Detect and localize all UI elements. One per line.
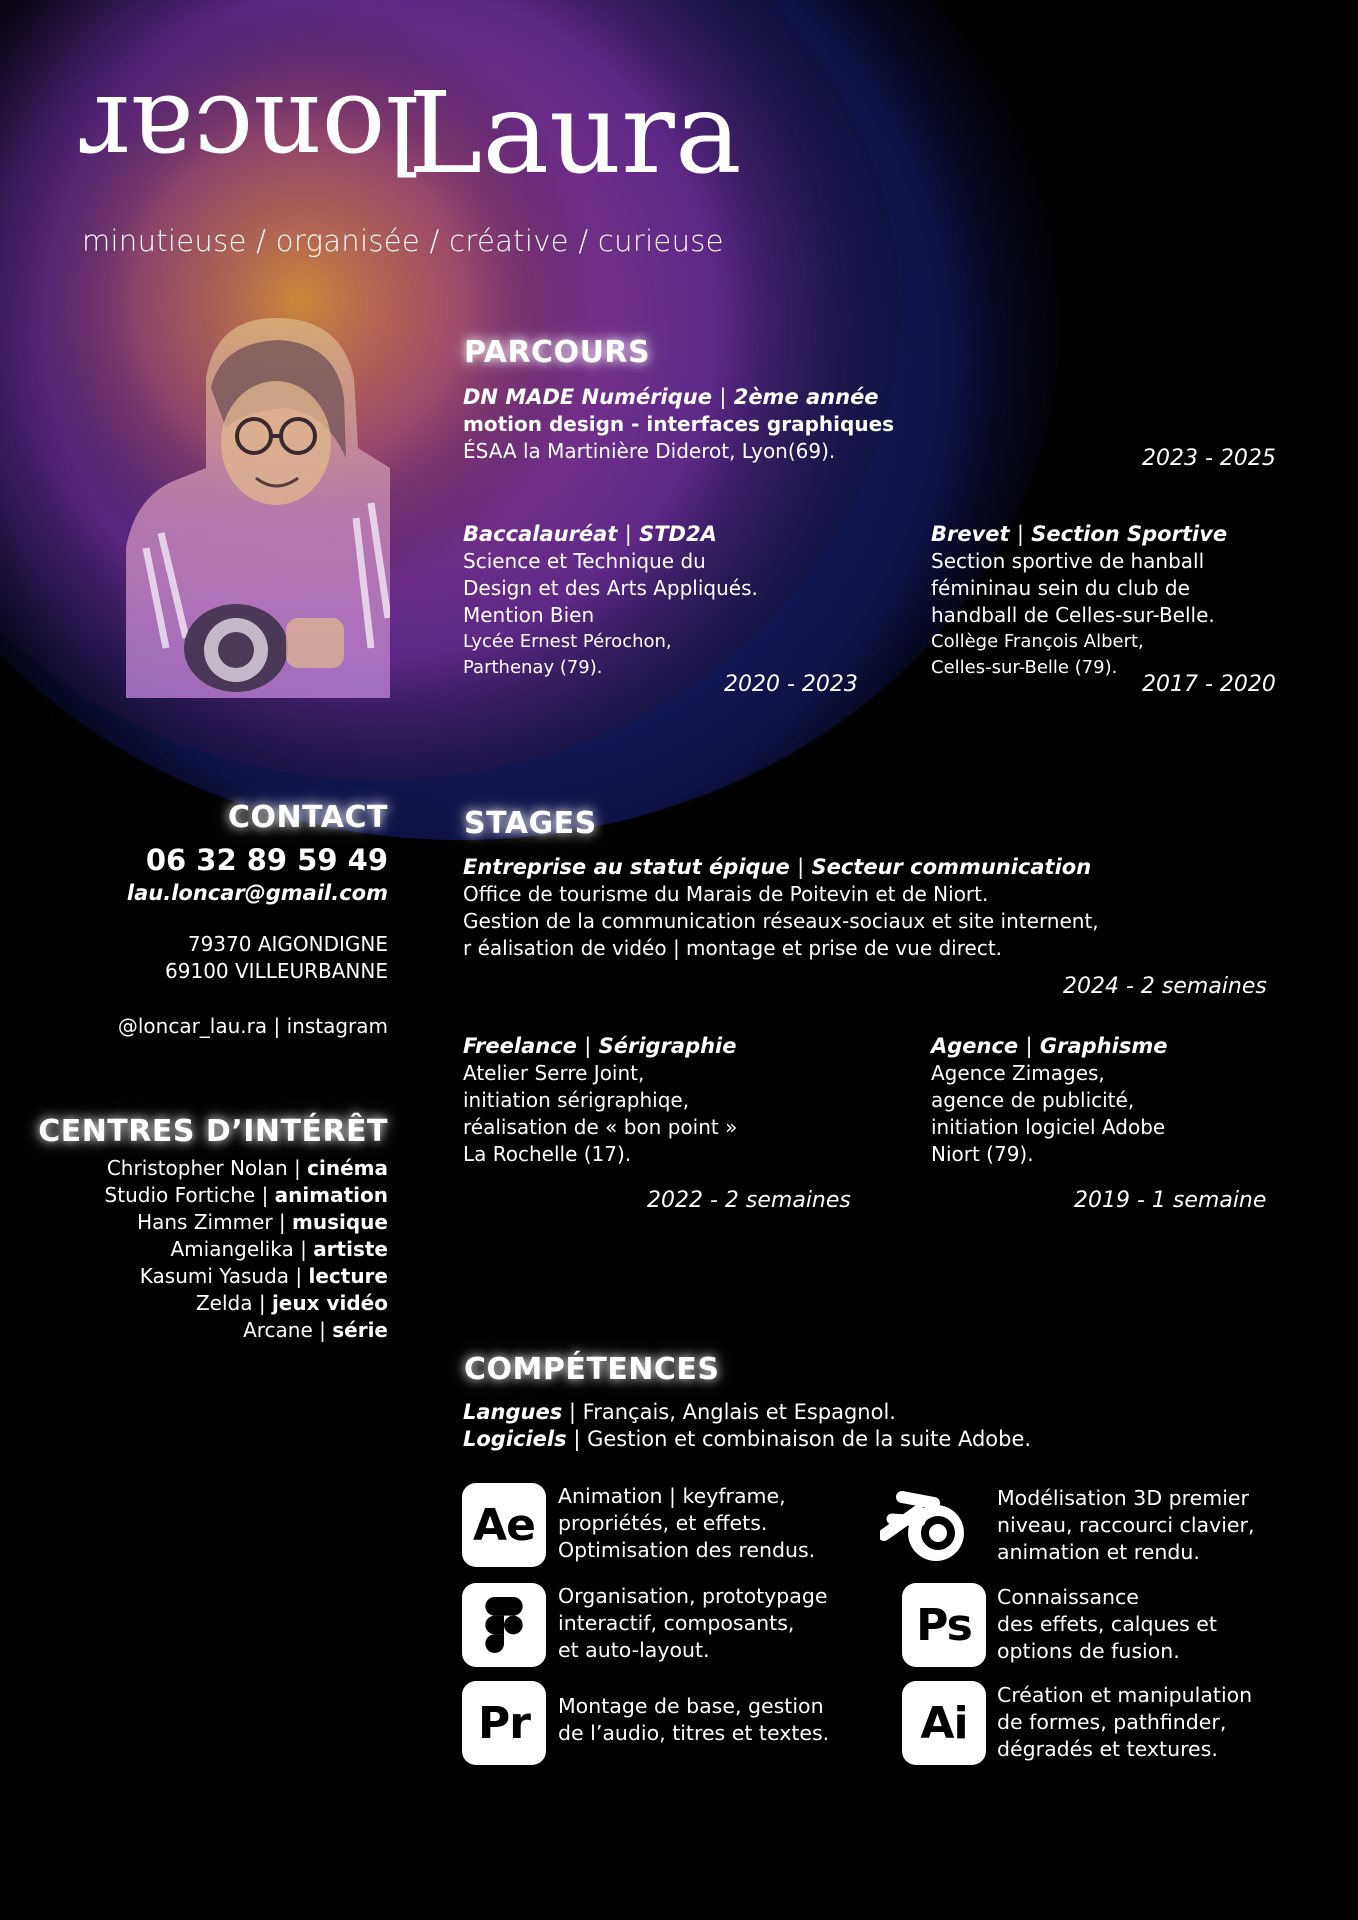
blender-line1: Modélisation 3D premier: [997, 1486, 1249, 1510]
interet-item: Hans Zimmer | musique: [137, 1210, 388, 1234]
brevet-line2: fémininau sein du club de: [931, 576, 1190, 600]
pr-line2: de l’audio, titres et textes.: [558, 1721, 830, 1745]
photoshop-icon: Ps: [902, 1583, 986, 1667]
freelance-type: Freelance: [463, 1034, 577, 1058]
dnmade-year: 2ème année: [733, 385, 879, 409]
section-title-competences: COMPÉTENCES: [464, 1352, 720, 1387]
agence-date: 2019 - 1 semaine: [1074, 1188, 1267, 1213]
interet-name: Zelda: [195, 1291, 253, 1315]
dnmade-date: 2023 - 2025: [1142, 446, 1276, 471]
interet-category: musique: [292, 1210, 388, 1234]
brevet-date: 2017 - 2020: [1142, 672, 1276, 697]
interet-category: jeux vidéo: [271, 1291, 388, 1315]
freelance-line2: initiation sérigraphiqe,: [463, 1088, 690, 1112]
freelance-line4: La Rochelle (17).: [463, 1142, 632, 1166]
interet-name: Kasumi Yasuda: [139, 1264, 290, 1288]
contact-instagram[interactable]: @loncar_lau.ra | instagram: [117, 1014, 388, 1038]
ai-line3: dégradés et textures.: [997, 1737, 1218, 1761]
bac-school1: Lycée Ernest Pérochon,: [463, 631, 672, 652]
separator: |: [1025, 1034, 1033, 1058]
figma-line2: interactif, composants,: [558, 1611, 795, 1635]
parcours-brevet: [931, 521, 1227, 681]
section-title-interets: CENTRES D’INTÉRÊT: [38, 1114, 388, 1149]
after-effects-icon: Ae: [462, 1483, 546, 1567]
competences-langues: Langues | Français, Anglais et Espagnol. Logiciels | Gestion et combinaison de la suite Adobe.: [463, 1400, 1032, 1451]
brevet-degree: Brevet: [931, 522, 1010, 546]
bac-date: 2020 - 2023: [724, 672, 858, 697]
interet-item: Christopher Nolan | cinéma: [106, 1156, 388, 1180]
section-title-stages: STAGES: [464, 806, 597, 841]
interet-item: Amiangelika | artiste: [170, 1237, 388, 1261]
interet-item: Zelda | jeux vidéo: [195, 1291, 388, 1315]
ps-line3: options de fusion.: [997, 1639, 1180, 1663]
dnmade-school: ÉSAA la Martinière Diderot, Lyon(69).: [463, 439, 836, 463]
interet-name: Amiangelika: [170, 1237, 294, 1261]
interet-category: artiste: [313, 1237, 388, 1261]
interet-item: Studio Fortiche | animation: [104, 1183, 388, 1207]
portrait-photo: [126, 318, 390, 698]
bac-school2: Parthenay (79).: [463, 657, 603, 678]
interet-category: série: [332, 1318, 388, 1342]
interet-category: lecture: [308, 1264, 388, 1288]
interets-block: [38, 1114, 388, 1344]
epique-line2: Gestion de la communication réseaux-sociaux et site internent,: [463, 909, 1099, 933]
interet-name: Hans Zimmer: [137, 1210, 273, 1234]
stage-epique: [463, 854, 1099, 962]
blender-line2: niveau, raccourci clavier,: [997, 1513, 1255, 1537]
figma-icon: [462, 1583, 546, 1667]
ae-line3: Optimisation des rendus.: [558, 1538, 816, 1562]
logo-lastname: loncar: [80, 72, 420, 195]
ai-line1: Création et manipulation: [997, 1683, 1253, 1707]
contact-phone[interactable]: 06 32 89 59 49: [145, 843, 388, 877]
langues-label: Langues: [463, 1400, 563, 1424]
figma-line3: et auto-layout.: [558, 1638, 710, 1662]
logiciels-label: Logiciels: [463, 1427, 567, 1451]
contact-address2: 69100 VILLEURBANNE: [165, 959, 388, 983]
brevet-school2: Celles-sur-Belle (79).: [931, 657, 1118, 678]
separator: |: [719, 385, 727, 409]
freelance-domain: Sérigraphie: [598, 1034, 737, 1058]
interet-item: Arcane | série: [243, 1318, 388, 1342]
pr-description: [558, 1693, 829, 1747]
agence-type: Agence: [931, 1034, 1019, 1058]
contact-address1: 79370 AIGONDIGNE: [187, 932, 388, 956]
stage-agence: [931, 1033, 1167, 1168]
separator: |: [624, 522, 632, 546]
ps-line1: Connaissance: [997, 1585, 1139, 1609]
section-title-contact: CONTACT: [228, 800, 388, 835]
illustrator-icon: Ai: [902, 1681, 986, 1765]
interet-item: Kasumi Yasuda | lecture: [139, 1264, 388, 1288]
ae-line2: propriétés, et effets.: [558, 1511, 768, 1535]
parcours-bac: [463, 521, 758, 681]
parcours-dnmade: [463, 384, 894, 465]
bac-line2: Design et des Arts Appliqués.: [463, 576, 758, 600]
interet-category: animation: [274, 1183, 388, 1207]
blender-icon: [880, 1483, 976, 1569]
interet-category: cinéma: [307, 1156, 388, 1180]
agence-line1: Agence Zimages,: [931, 1061, 1105, 1085]
interet-name: Christopher Nolan: [106, 1156, 288, 1180]
brevet-section: Section Sportive: [1031, 522, 1228, 546]
contact-block: [118, 800, 388, 1040]
epique-line1: Office de tourisme du Marais de Poitevin et de Niort.: [463, 882, 989, 906]
dnmade-subtitle: motion design - interfaces graphiques: [463, 412, 895, 436]
agence-domain: Graphisme: [1039, 1034, 1168, 1058]
separator: |: [1016, 522, 1024, 546]
brevet-line3: handball de Celles-sur-Belle.: [931, 603, 1215, 627]
bac-mention: Mention Bien: [463, 603, 595, 627]
ps-description: [997, 1584, 1217, 1665]
tagline: minutieuse / organisée / créative / curieuse: [82, 224, 724, 258]
separator: |: [797, 855, 805, 879]
blender-description: [997, 1485, 1254, 1566]
bac-degree: Baccalauréat: [463, 522, 618, 546]
freelance-line3: réalisation de « bon point »: [463, 1115, 738, 1139]
logo-firstname: Laura: [408, 69, 742, 199]
dnmade-degree: DN MADE Numérique: [463, 385, 712, 409]
premiere-icon: Pr: [462, 1681, 546, 1765]
ai-description: [997, 1682, 1252, 1763]
epique-date: 2024 - 2 semaines: [1063, 974, 1267, 999]
bac-line1: Science et Technique du: [463, 549, 706, 573]
freelance-date: 2022 - 2 semaines: [647, 1188, 851, 1213]
epique-company: Entreprise au statut épique: [463, 855, 790, 879]
brevet-school1: Collège François Albert,: [931, 631, 1144, 652]
ai-line2: de formes, pathfinder,: [997, 1710, 1227, 1734]
contact-email[interactable]: lau.loncar@gmail.com: [126, 881, 388, 905]
langues-value: Français, Anglais et Espagnol.: [582, 1400, 896, 1424]
section-title-parcours: PARCOURS: [464, 335, 651, 370]
bac-series: STD2A: [639, 522, 717, 546]
interet-name: Arcane: [243, 1318, 313, 1342]
ae-line1: Animation | keyframe,: [558, 1484, 786, 1508]
interet-name: Studio Fortiche: [104, 1183, 256, 1207]
epique-line3: r éalisation de vidéo | montage et prise de vue direct.: [463, 936, 1003, 960]
freelance-line1: Atelier Serre Joint,: [463, 1061, 645, 1085]
brevet-line1: Section sportive de hanball: [931, 549, 1205, 573]
separator: |: [584, 1034, 592, 1058]
stage-freelance: [463, 1033, 737, 1168]
logiciels-value: Gestion et combinaison de la suite Adobe.: [587, 1427, 1032, 1451]
agence-line4: Niort (79).: [931, 1142, 1034, 1166]
ae-description: [558, 1483, 815, 1564]
agence-line2: agence de publicité,: [931, 1088, 1135, 1112]
blender-line3: animation et rendu.: [997, 1540, 1200, 1564]
figma-description: [558, 1583, 828, 1664]
pr-line1: Montage de base, gestion: [558, 1694, 824, 1718]
epique-sector: Secteur communication: [811, 855, 1092, 879]
agence-line3: initiation logiciel Adobe: [931, 1115, 1166, 1139]
ps-line2: des effets, calques et: [997, 1612, 1217, 1636]
name-logo: [80, 69, 780, 222]
figma-line1: Organisation, prototypage: [558, 1584, 828, 1608]
